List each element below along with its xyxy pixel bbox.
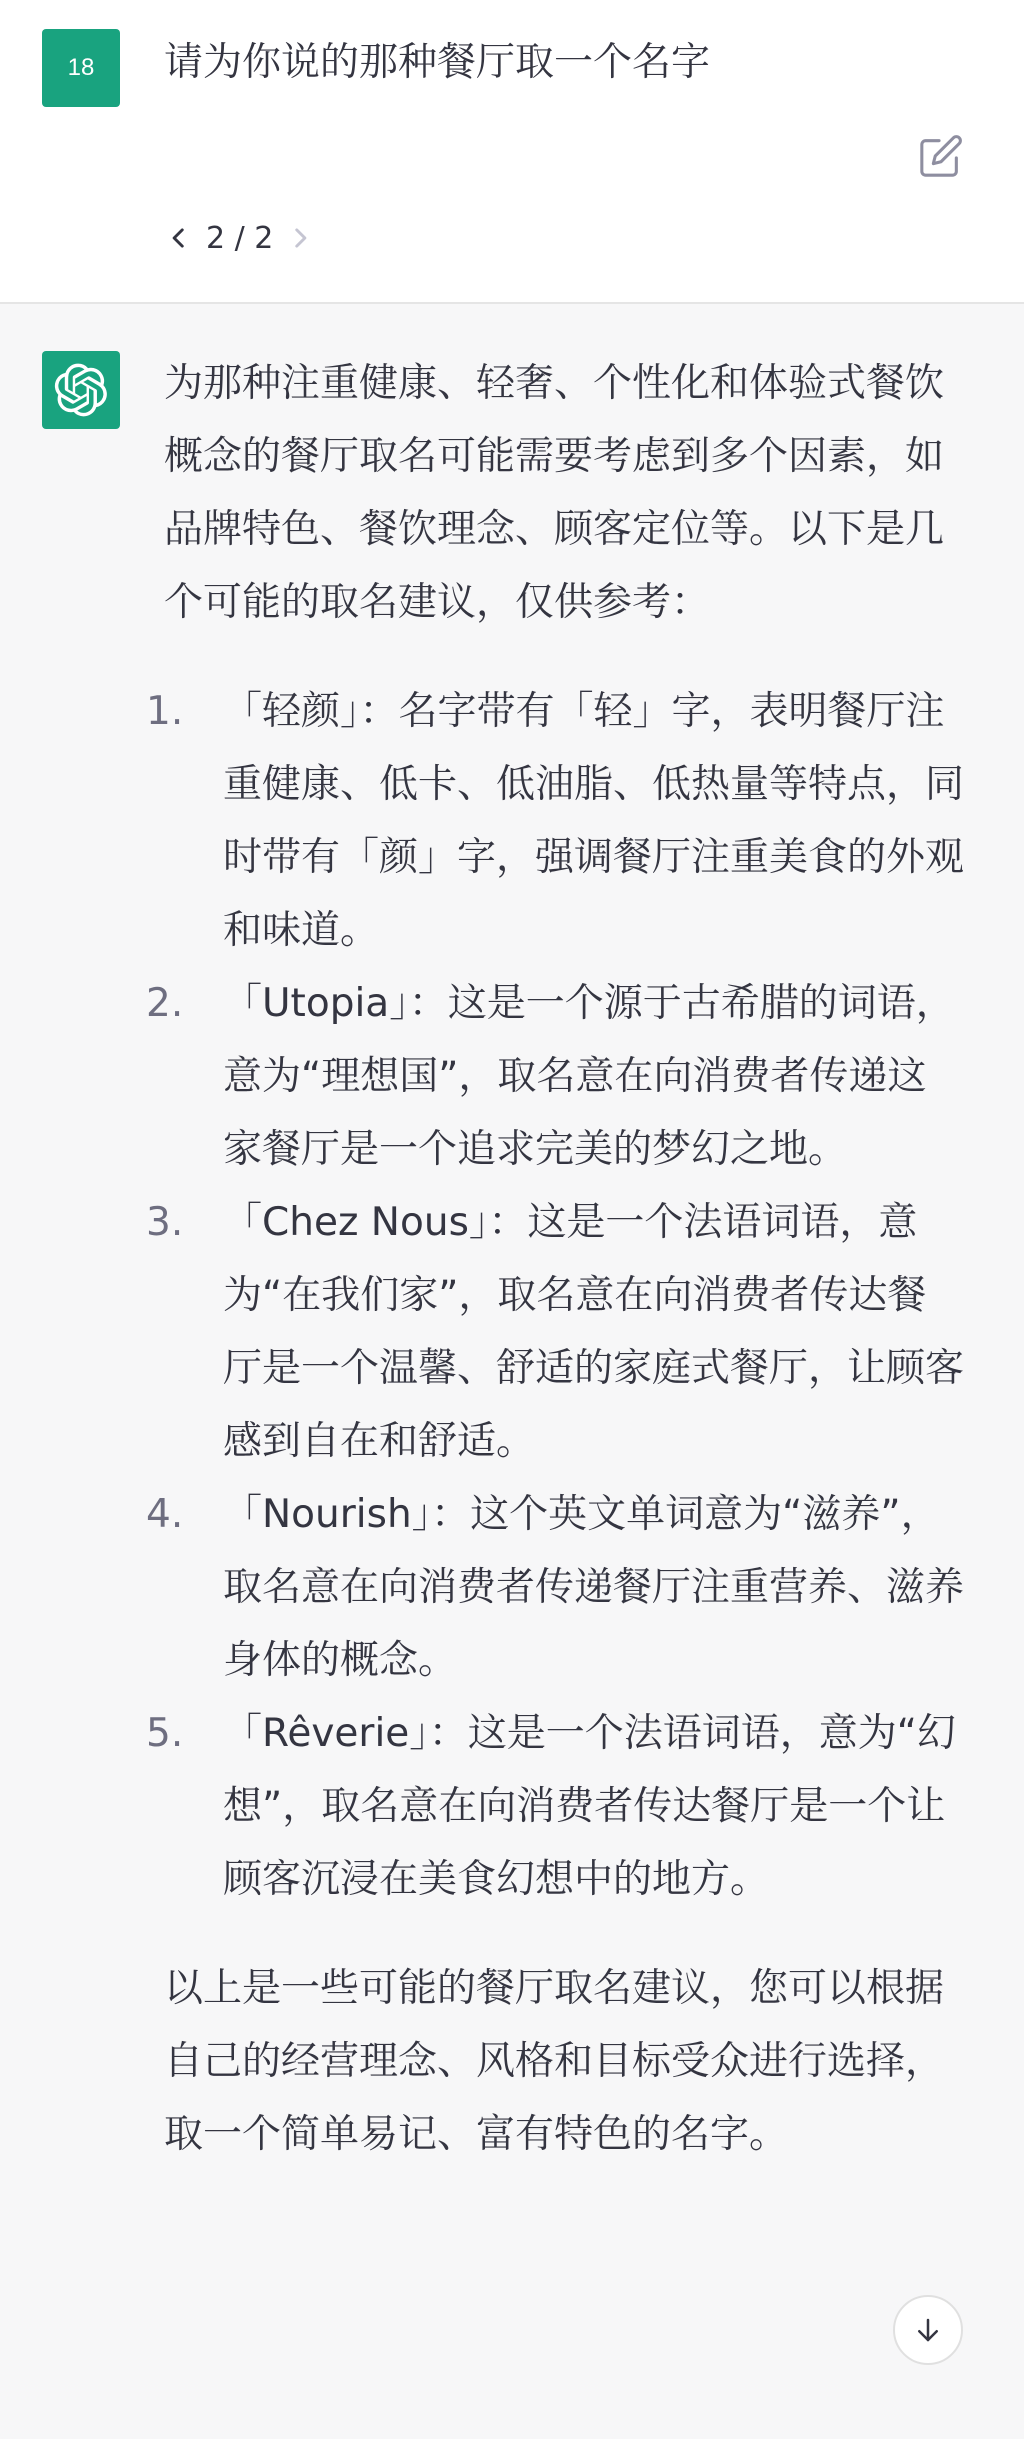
edit-icon[interactable] <box>918 133 964 179</box>
list-item <box>146 675 965 967</box>
list-item-text: 「Rêverie」：这是一个法语词语，意为“幻想”，取名意在向消费者传达餐厅是一个让顾客沉浸在美食幻想中的地方。 <box>223 1711 956 1902</box>
user-message-section <box>0 0 1024 304</box>
list-item <box>146 967 964 1186</box>
response-pager <box>164 212 315 264</box>
assistant-message <box>146 347 965 2171</box>
list-item-number: 2. <box>146 981 184 1026</box>
list-item <box>146 1478 965 1697</box>
scroll-down-button[interactable] <box>893 2295 963 2365</box>
arrow-down-icon <box>913 2315 943 2345</box>
list-item <box>146 1186 965 1478</box>
list-item-text: 「Utopia」：这是一个源于古希腊的词语，意为“理想国”，取名意在向消费者传递这家餐厅是一个追求完美的梦幻之地。 <box>223 981 955 1172</box>
list-item-number: 5. <box>146 1711 184 1756</box>
user-avatar-text: 18 <box>67 54 95 81</box>
assistant-conclusion: 以上是一些可能的餐厅取名建议，您可以根据自己的经营理念、风格和目标受众进行选择，取一个简单易记、富有特色的名字。 <box>164 1966 945 2157</box>
chevron-left-icon[interactable] <box>164 218 194 258</box>
list-item-text: 「Chez Nous」：这是一个法语词语，意为“在我们家”，取名意在向消费者传达餐厅是一个温馨、舒适的家庭式餐厅，让顾客感到自在和舒适。 <box>223 1200 965 1464</box>
openai-logo-icon <box>42 351 120 429</box>
pager-text: 2 / 2 <box>206 220 274 256</box>
chevron-right-icon[interactable] <box>285 218 315 258</box>
list-item-number: 3. <box>146 1200 184 1245</box>
list-item-text: 「Nourish」：这个英文单词意为“滋养”，取名意在向消费者传递餐厅注重营养、滋养身体的概念。 <box>223 1492 965 1683</box>
list-item-number: 4. <box>146 1492 184 1537</box>
assistant-intro: 为那种注重健康、轻奢、个性化和体验式餐饮概念的餐厅取名可能需要考虑到多个因素，如品牌特色、餐饮理念、顾客定位等。以下是几个可能的取名建议，仅供参考： <box>164 361 945 625</box>
list-item-text: 「轻颜」：名字带有「轻」字，表明餐厅注重健康、低卡、低油脂、低热量等特点，同时带有「颜」字，强调餐厅注重美食的外观和味道。 <box>223 689 965 953</box>
suggestion-list <box>146 675 965 1916</box>
list-item-number: 1. <box>146 689 184 734</box>
user-avatar <box>42 29 120 107</box>
list-item <box>146 1697 964 1916</box>
user-message-text: 请为你说的那种餐厅取一个名字 <box>164 40 711 85</box>
